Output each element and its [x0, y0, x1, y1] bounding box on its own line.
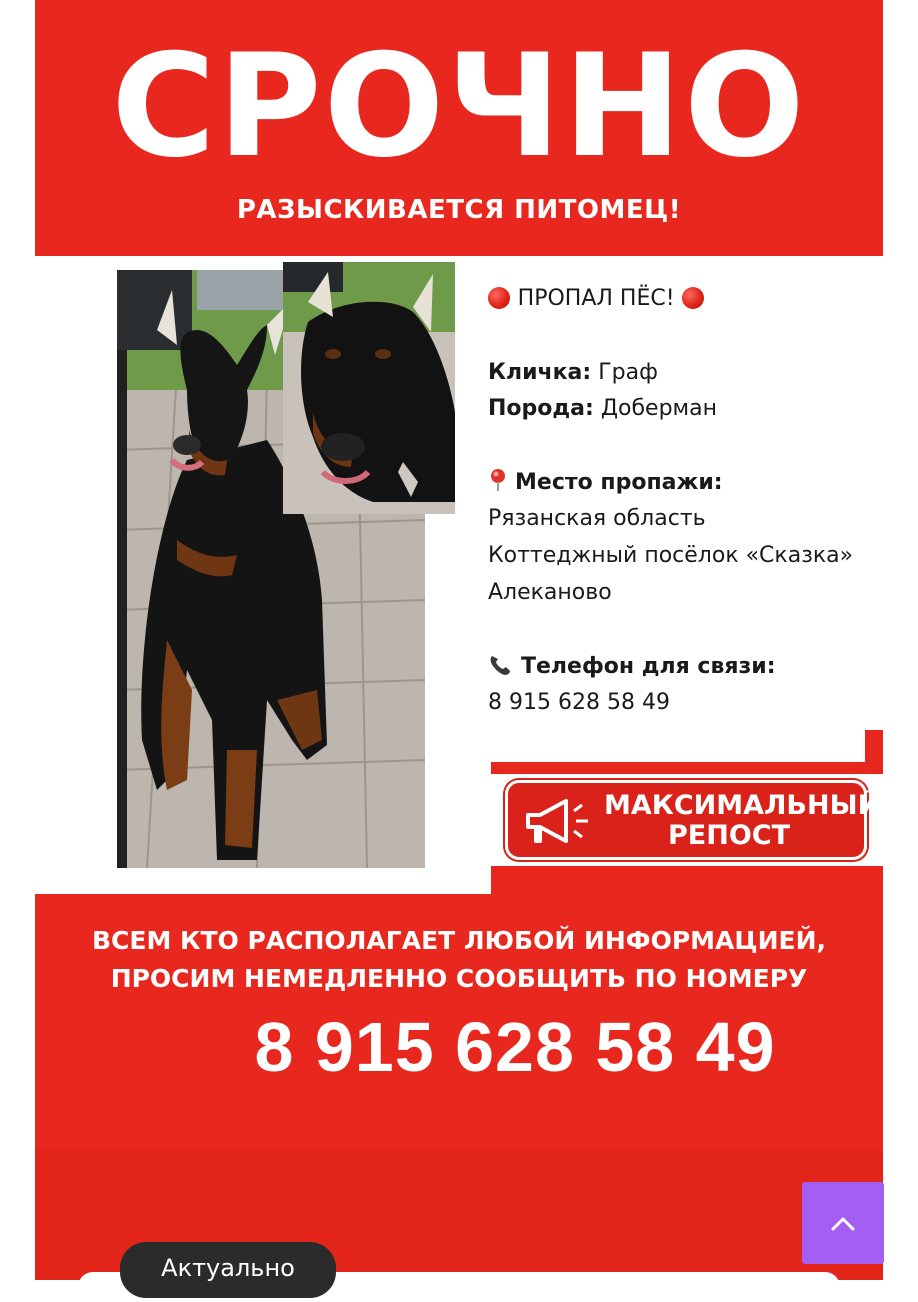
location-line-3: Алеканово	[488, 580, 612, 605]
bottom-banner	[35, 894, 883, 1280]
location-line-1: Рязанская область	[488, 506, 706, 531]
max-repost-badge	[505, 780, 881, 860]
location-label: Место пропажи:	[515, 470, 723, 495]
dog-photo-inset	[283, 262, 455, 514]
repost-frame-decoration	[491, 866, 883, 896]
repost-text	[604, 790, 881, 851]
poster-subheadline: РАЗЫСКИВАЕТСЯ ПИТОМЕЦ!	[236, 195, 682, 225]
actual-chip[interactable]: Актуально	[120, 1242, 336, 1298]
lost-title: ПРОПАЛ ПЁС!	[517, 286, 675, 311]
location-line-2: Коттеджный посёлок «Сказка»	[488, 543, 854, 568]
red-circle-icon	[682, 287, 704, 309]
appeal-line-1: ВСЕМ КТО РАСПОЛАГАЕТ ЛЮБОЙ ИНФОРМАЦИЕЙ,	[91, 926, 827, 955]
breed-label: Порода:	[488, 396, 594, 421]
appeal-text	[35, 922, 883, 998]
breed-row	[488, 394, 717, 424]
name-label: Кличка:	[488, 360, 592, 385]
repost-line-1: МАКСИМАЛЬНЫЙ	[604, 790, 881, 821]
phone-label: Телефон для связи:	[521, 654, 776, 679]
repost-line-2: РЕПОСТ	[667, 820, 790, 851]
breed-value: Доберман	[600, 396, 717, 421]
lost-title-row	[488, 284, 704, 314]
megaphone-icon	[520, 795, 598, 853]
chevron-up-icon	[802, 1182, 884, 1264]
missing-pet-poster	[35, 0, 883, 1280]
telephone-icon	[488, 653, 514, 686]
phone-heading-row	[488, 652, 776, 686]
appeal-line-2: ПРОСИМ НЕМЕДЛЕННО СООБЩИТЬ ПО НОМЕРУ	[110, 964, 808, 993]
scroll-to-top-button[interactable]	[802, 1182, 884, 1264]
name-value: Граф	[598, 360, 658, 385]
location-heading-row	[488, 468, 723, 501]
phone-value: 8 915 628 58 49	[488, 690, 670, 715]
repost-frame-decoration	[491, 762, 883, 774]
name-row	[488, 358, 658, 388]
big-phone-number: 8 915 628 58 49	[254, 1008, 776, 1086]
poster-headline: СРОЧНО	[111, 24, 807, 189]
top-banner	[35, 0, 883, 256]
pin-icon	[488, 468, 508, 501]
red-circle-icon	[488, 287, 510, 309]
